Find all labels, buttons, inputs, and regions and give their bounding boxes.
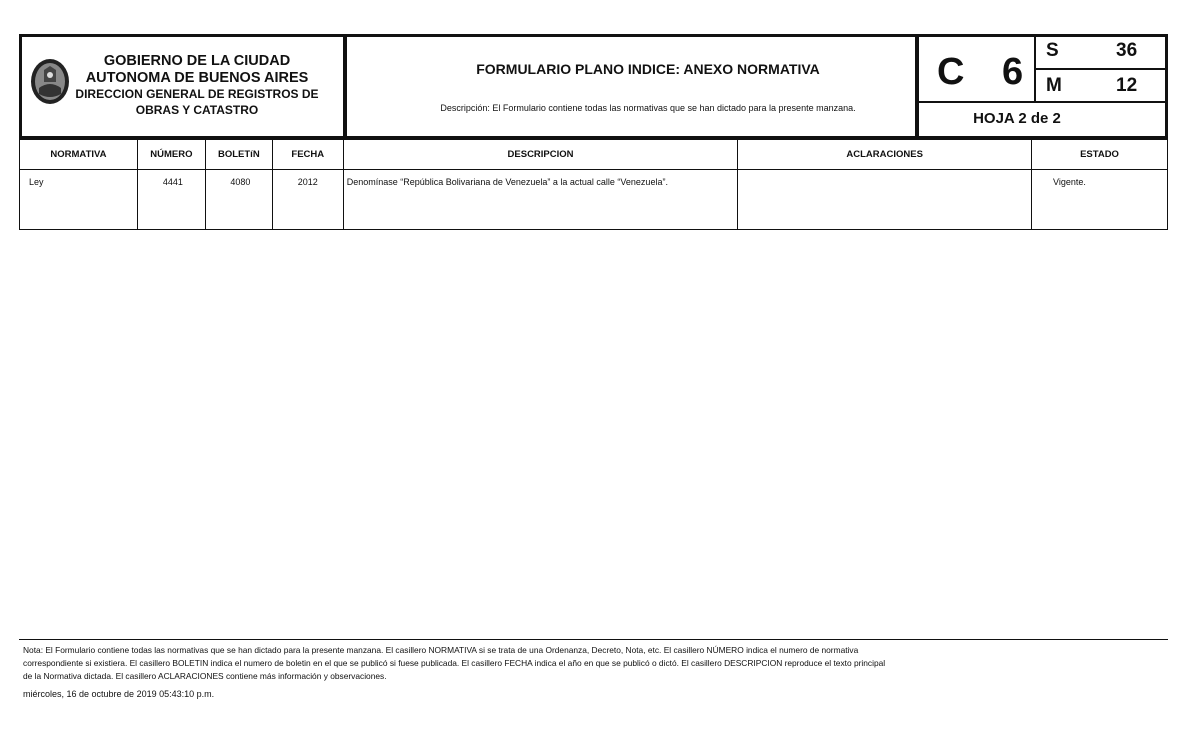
col-header-estado: ESTADO — [1032, 140, 1168, 170]
gov-line-4: OBRAS Y CATASTRO — [135, 103, 259, 117]
cell-boletin: 4080 — [205, 170, 272, 230]
note-line-3: de la Normativa dictada. El casillero ACLARACIONES contiene más información y observaciones. — [23, 671, 387, 681]
col-header-boletin: BOLETíN — [205, 140, 272, 170]
seccion-value: 36 — [1116, 40, 1138, 61]
cell-aclaraciones — [738, 170, 1032, 230]
cell-estado: Vigente. — [1032, 170, 1168, 230]
city-seal-icon — [30, 58, 70, 105]
cell-normativa: Ley — [20, 170, 138, 230]
cell-numero: 4441 — [137, 170, 205, 230]
form-title: FORMULARIO PLANO INDICE: ANEXO NORMATIVA — [476, 61, 820, 77]
col-header-fecha: FECHA — [272, 140, 343, 170]
seccion-label: S — [1046, 40, 1059, 61]
cell-descripcion: Denomínase “República Bolivariana de Venezuela” a la actual calle “Venezuela”. — [343, 170, 738, 230]
form-description: Descripción: El Formulario contiene todas las normativas que se han dictado para la presente manzana. — [440, 103, 856, 113]
table-row — [20, 170, 1168, 230]
gov-line-2: AUTONOMA DE BUENOS AIRES — [85, 70, 309, 86]
header-divider — [343, 37, 347, 136]
manzana-value: 12 — [1116, 75, 1138, 96]
note-line-2: correspondiente si existiera. El casillero BOLETIN indica el numero de boletin en el que se publicó si fuese publicada. El casillero FECHA indica el año en que se publicó o dictó. El casillero DESCRIPCION reproduce el texto principal — [23, 658, 886, 668]
circunscripcion-number: 6 — [1002, 51, 1024, 93]
gov-line-3: DIRECCION GENERAL DE REGISTROS DE — [75, 87, 319, 101]
footer-divider — [19, 639, 1168, 640]
sheet-number: HOJA 2 de 2 — [973, 110, 1061, 127]
col-header-numero: NÚMERO — [137, 140, 205, 170]
header-divider — [918, 101, 1168, 103]
col-header-normativa: NORMATIVA — [20, 140, 138, 170]
table-header-row — [20, 140, 1168, 170]
col-header-descripcion: DESCRIPCION — [343, 140, 738, 170]
circunscripcion-letter: C — [937, 51, 965, 93]
cell-fecha: 2012 — [272, 170, 343, 230]
print-date: miércoles, 16 de octubre de 2019 05:43:10 p.m. — [23, 689, 215, 699]
gov-line-1: GOBIERNO DE LA CIUDAD — [103, 53, 291, 69]
manzana-label: M — [1046, 75, 1062, 96]
note-line-1: Nota: El Formulario contiene todas las normativas que se han dictado para la presente manzana. El casillero NORMATIVA si se trata de una Ordenanza, Decreto, Nota, etc. El casillero NÚMERO indica el numero de normativa — [23, 645, 859, 655]
form-header — [19, 34, 1168, 139]
normativa-table — [19, 139, 1168, 230]
col-header-aclaraciones: ACLARACIONES — [738, 140, 1032, 170]
header-divider — [1036, 68, 1168, 70]
footer-note — [23, 644, 893, 683]
